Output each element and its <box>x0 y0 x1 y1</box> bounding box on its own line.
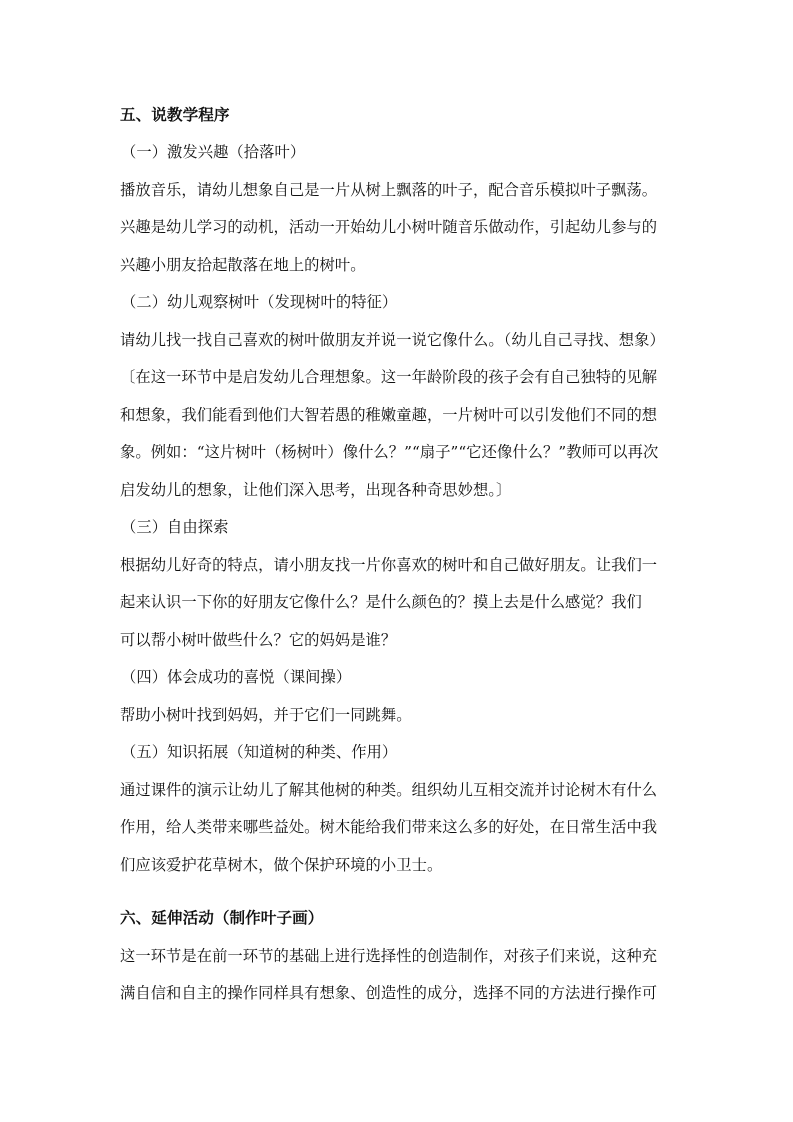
paragraph-line: 兴趣小朋友拾起散落在地上的树叶。 <box>120 256 366 274</box>
subheading-knowledge-expansion: （五）知识拓展（知道树的种类、作用） <box>121 743 398 761</box>
paragraph-line: 播放音乐，请幼儿想象自己是一片从树上飘落的叶子，配合音乐模拟叶子飘荡。 <box>120 181 658 199</box>
section-heading-teaching-procedure: 五、说教学程序 <box>120 105 230 124</box>
paragraph-line: 和想象，我们能看到他们大智若愚的稚嫩童趣，一片树叶可以引发他们不同的想 <box>120 406 658 424</box>
paragraph-line: 作用，给人类带来哪些益处。树木能给我们带来这么多的好处，在日常生活中我 <box>120 818 658 836</box>
paragraph-line: 启发幼儿的想象，让他们深入思考，出现各种奇思妙想。〕 <box>120 481 512 499</box>
paragraph-line: 〔在这一环节中是启发幼儿合理想象。这一年龄阶段的孩子会有自己独特的见解 <box>120 368 658 386</box>
paragraph-line: 帮助小树叶找到妈妈，并于它们一同跳舞。 <box>120 706 412 724</box>
paragraph-line: 满自信和自主的操作同样具有想象、创造性的成分，选择不同的方法进行操作可 <box>120 984 658 1002</box>
subheading-observe-leaves: （二）幼儿观察树叶（发现树叶的特征） <box>121 293 398 311</box>
paragraph-line: 根据幼儿好奇的特点，请小朋友找一片你喜欢的树叶和自己做好朋友。让我们一 <box>120 556 658 574</box>
paragraph-line: 请幼儿找一找自己喜欢的树叶做朋友并说一说它像什么。（幼儿自己寻找、想象） <box>120 331 665 349</box>
section-heading-extension-activity: 六、延伸活动（制作叶子画） <box>120 908 324 927</box>
paragraph-line: 象。例如：“这片树叶（杨树叶）像什么？”“扇子”“它还像什么？”教师可以再次 <box>120 443 659 461</box>
subheading-joy-of-success: （四）体会成功的喜悦（课间操） <box>121 668 352 686</box>
subheading-stimulate-interest: （一）激发兴趣（拾落叶） <box>121 143 306 161</box>
subheading-free-exploration: （三）自由探索 <box>121 518 229 536</box>
paragraph-line: 通过课件的演示让幼儿了解其他树的种类。组织幼儿互相交流并讨论树木有什么 <box>120 781 658 799</box>
paragraph-line: 起来认识一下你的好朋友它像什么？是什么颜色的？摸上去是什么感觉？我们 <box>120 593 642 611</box>
paragraph-line: 兴趣是幼儿学习的动机，活动一开始幼儿小树叶随音乐做动作，引起幼儿参与的 <box>120 218 658 236</box>
paragraph-line: 们应该爱护花草树木，做个保护环境的小卫士。 <box>120 856 443 874</box>
paragraph-line: 这一环节是在前一环节的基础上进行选择性的创造制作，对孩子们来说，这种充 <box>120 947 658 965</box>
paragraph-line: 可以帮小树叶做些什么？它的妈妈是谁？ <box>120 631 397 649</box>
